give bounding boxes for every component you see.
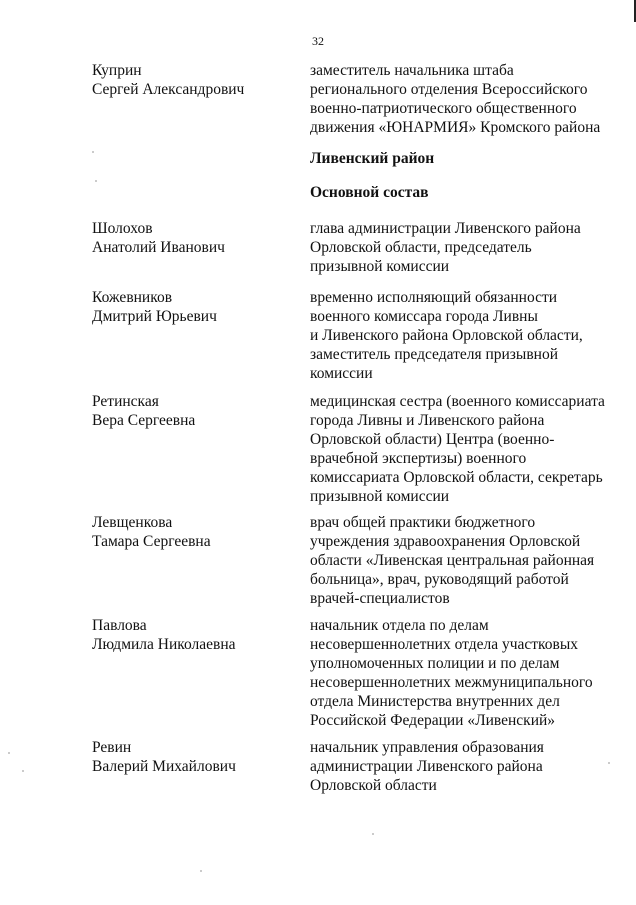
member-role-line: Российской Федерации «Ливенский» xyxy=(310,712,556,729)
scan-speck xyxy=(95,180,97,182)
member-role-line: отдела Министерства внутренних дел xyxy=(310,693,560,710)
member-given-names: Анатолий Иванович xyxy=(92,239,225,256)
member-role-line: и Ливенского района Орловской области, xyxy=(310,327,583,344)
scan-speck xyxy=(200,870,202,872)
member-given-names: Людмила Николаевна xyxy=(92,636,236,653)
member-surname: Шолохов xyxy=(92,220,153,237)
member-role-line: движения «ЮНАРМИЯ» Кромского района xyxy=(310,119,601,136)
member-given-names: Сергей Александрович xyxy=(92,81,245,98)
member-given-names: Валерий Михайлович xyxy=(92,758,236,775)
member-role-line: больница», врач, руководящий работой xyxy=(310,571,569,588)
member-role-line: несовершеннолетних отдела участковых xyxy=(310,636,579,653)
member-role-line: Орловской области xyxy=(310,777,437,794)
member-role-line: Орловской области, председатель xyxy=(310,239,532,256)
member-role-line: врачей-специалистов xyxy=(310,590,450,607)
member-given-names: Дмитрий Юрьевич xyxy=(92,308,217,325)
member-role-line: регионального отделения Всероссийского xyxy=(310,81,588,98)
member-surname: Кожевников xyxy=(92,289,173,306)
section-subheading: Основной состав xyxy=(310,184,429,201)
page-number: 32 xyxy=(312,34,324,48)
member-role xyxy=(310,738,610,795)
member-role xyxy=(310,616,610,730)
member-role-line: глава администрации Ливенского района xyxy=(310,220,581,237)
member-surname: Павлова xyxy=(92,617,147,634)
member-name xyxy=(92,61,292,99)
scan-speck xyxy=(92,151,94,153)
member-role-line: призывной комиссии xyxy=(310,258,450,275)
member-name xyxy=(92,219,292,257)
member-role-line: призывной комиссии xyxy=(310,488,450,505)
member-role-line: заместитель председателя призывной xyxy=(310,346,558,363)
member-role-line: заместитель начальника штаба xyxy=(310,62,514,79)
member-role-line: начальник управления образования xyxy=(310,739,544,756)
member-role-line: военно-патриотического общественного xyxy=(310,100,577,117)
district-heading: Ливенский район xyxy=(310,150,435,167)
member-name xyxy=(92,738,292,776)
member-role-line: комиссии xyxy=(310,365,373,382)
member-name xyxy=(92,392,292,430)
member-role xyxy=(310,288,610,383)
member-given-names: Вера Сергеевна xyxy=(92,412,196,429)
member-role-line: комиссариата Орловской области, секретарь xyxy=(310,469,603,486)
scan-speck xyxy=(22,770,24,772)
member-role-line: уполномоченных полиции и по делам xyxy=(310,655,560,672)
scan-speck xyxy=(372,833,374,835)
member-name xyxy=(92,288,292,326)
member-role-line: врачебной экспертизы) военного xyxy=(310,450,527,467)
member-role-line: Орловской области) Центра (военно- xyxy=(310,431,555,448)
member-surname: Левщенкова xyxy=(92,514,173,531)
member-role-line: врач общей практики бюджетного xyxy=(310,514,536,531)
member-name xyxy=(92,616,292,654)
member-name xyxy=(92,513,292,551)
member-role-line: учреждения здравоохранения Орловской xyxy=(310,533,581,550)
member-role xyxy=(310,219,610,276)
member-role xyxy=(310,392,610,506)
member-role-line: временно исполняющий обязанности xyxy=(310,289,558,306)
member-role-line: города Ливны и Ливенского района xyxy=(310,412,545,429)
member-role-line: медицинская сестра (военного комиссариата xyxy=(310,393,605,410)
member-surname: Ревин xyxy=(92,739,132,756)
member-role-line: администрации Ливенского района xyxy=(310,758,543,775)
scan-speck xyxy=(8,752,10,754)
member-role-line: несовершеннолетних межмуниципального xyxy=(310,674,593,691)
member-role xyxy=(310,513,610,608)
member-role-line: военного комиссара города Ливны xyxy=(310,308,538,325)
member-role-line: области «Ливенская центральная районная xyxy=(310,552,595,569)
member-surname: Ретинская xyxy=(92,393,159,410)
member-given-names: Тамара Сергеевна xyxy=(92,533,211,550)
member-surname: Куприн xyxy=(92,62,142,79)
member-role-line: начальник отдела по делам xyxy=(310,617,489,634)
member-role xyxy=(310,61,610,137)
